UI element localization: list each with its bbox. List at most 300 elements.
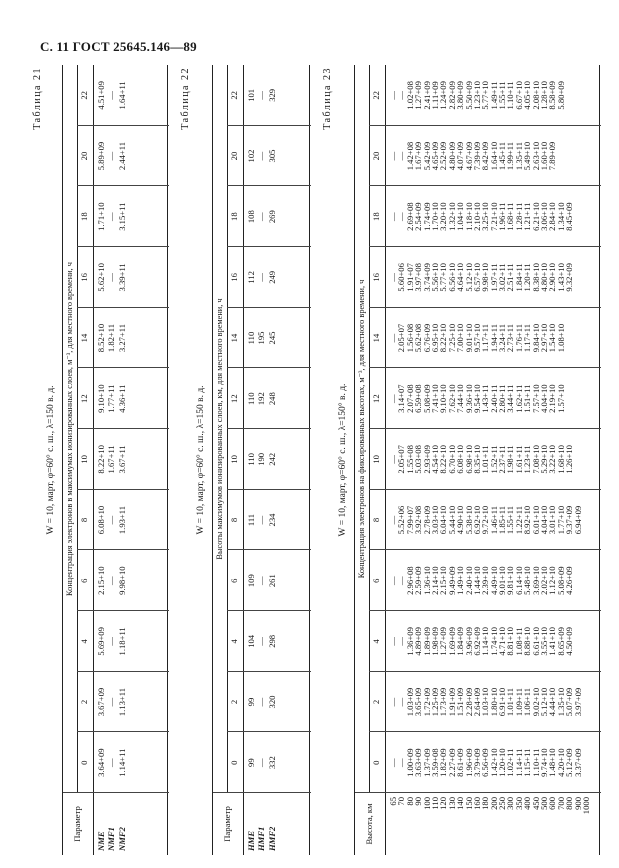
data-cell: 1.76+11: [513, 323, 524, 353]
data-cell: 3.65+09: [413, 687, 424, 717]
data-cell: 1.74+09: [421, 202, 432, 231]
data-cell: 6.94+09: [572, 505, 583, 535]
data-cell: —: [388, 576, 398, 585]
data-cell: 9.98+10: [480, 263, 491, 292]
data-cell: —: [256, 697, 267, 707]
data-cell: 6.56+09: [480, 748, 491, 777]
data-cell: 6.95+10: [429, 323, 440, 353]
data-cell: 5.77+10: [438, 263, 449, 292]
data-cell: 110: [246, 453, 256, 466]
hour-header: 2: [229, 699, 239, 705]
hour-header: 12: [229, 394, 239, 403]
data-column: [389, 368, 565, 429]
data-cell: 1.15+11: [522, 748, 533, 777]
hour-header: 8: [229, 517, 239, 523]
data-cell: 1.12+10: [547, 566, 558, 595]
data-cell: 1.57+10: [555, 384, 566, 413]
data-cell: 7.39+09: [471, 141, 482, 171]
data-cell: 1.68+10: [555, 445, 566, 474]
data-cell: 6.04+10: [438, 505, 449, 535]
data-column: [97, 490, 128, 551]
data-cell: 1.82+11: [106, 323, 117, 353]
height-value: 700: [555, 797, 566, 810]
data-column: [97, 65, 128, 126]
table-22-label: Таблица 22: [180, 67, 191, 130]
data-cell: 2.44+11: [116, 141, 127, 171]
data-cell: 5.80+09: [555, 81, 566, 110]
param-name: HMF1: [256, 826, 267, 851]
data-cell: 111: [246, 513, 256, 527]
data-cell: 3.03+10: [429, 505, 440, 535]
data-cell: —: [256, 515, 267, 525]
height-value: 350: [513, 797, 524, 810]
data-cell: 1.98+09: [429, 627, 440, 656]
data-cell: 5.42+09: [421, 141, 432, 171]
data-cell: 8.22+10: [96, 445, 106, 474]
data-cell: 3.64+09: [96, 748, 106, 777]
page-header: С. 11 ГОСТ 25645.146—89: [40, 39, 197, 54]
data-cell: 3.69+10: [530, 566, 541, 595]
data-cell: 1.23+11: [522, 445, 533, 474]
data-cell: 1.73+09: [438, 687, 449, 717]
data-cell: 6.76+09: [421, 323, 432, 353]
data-cell: 4.65+09: [429, 141, 440, 171]
data-cell: 6.91+10: [497, 687, 508, 717]
data-cell: 5.77+10: [480, 81, 491, 110]
data-cell: 1.03+09: [404, 687, 415, 717]
hour-header: 0: [79, 760, 89, 765]
data-cell: 5.69+09: [96, 627, 106, 656]
data-cell: 6.59+08: [413, 384, 424, 413]
data-cell: —: [396, 576, 407, 585]
data-cell: 1.28+10: [539, 81, 550, 110]
data-cell: 2.69+08: [404, 202, 415, 231]
height-value: 120: [438, 797, 449, 810]
data-cell: 2.64+09: [471, 687, 482, 717]
data-cell: —: [396, 758, 407, 767]
data-cell: 5.49+10: [522, 141, 533, 171]
data-cell: 2.39+10: [480, 566, 491, 595]
data-cell: 1.80+10: [488, 687, 499, 717]
data-cell: —: [396, 212, 407, 221]
data-cell: 1.99+11: [505, 141, 516, 171]
data-column: [97, 126, 128, 187]
hour-header: 10: [79, 455, 89, 464]
data-cell: 2.96+08: [404, 566, 415, 595]
data-cell: 4.71+10: [497, 627, 508, 656]
data-cell: 1.14+10: [480, 627, 491, 656]
data-cell: 1.17+11: [480, 323, 491, 353]
data-cell: 195: [256, 331, 267, 345]
data-cell: 3.63+09: [413, 748, 424, 777]
data-cell: 1.85+11: [497, 505, 508, 535]
data-cell: 1.32+10: [446, 202, 457, 231]
data-cell: —: [256, 637, 267, 646]
data-cell: 3.92+08: [413, 505, 424, 535]
height-value: 1000: [580, 797, 591, 815]
data-column: [97, 186, 128, 247]
data-cell: 9.01+10: [497, 566, 508, 595]
data-column: [389, 126, 557, 187]
hour-header: 18: [79, 212, 89, 221]
data-cell: 248: [266, 392, 277, 406]
hour-header: 14: [229, 333, 239, 343]
data-cell: 1.08+10: [555, 323, 566, 353]
hour-header: 12: [79, 394, 89, 403]
data-cell: 242: [266, 452, 277, 466]
data-cell: —: [256, 212, 267, 221]
table-23: [354, 65, 600, 855]
data-cell: 3.20+10: [438, 202, 449, 231]
header-rule: [369, 65, 370, 793]
data-cell: 5.52+06: [396, 505, 407, 535]
data-cell: 3.25+10: [480, 202, 491, 231]
data-cell: 1.52+11: [488, 445, 499, 474]
height-value: 250: [497, 797, 508, 810]
data-cell: 9.37+09: [564, 505, 575, 535]
data-cell: 1.60+10: [539, 141, 550, 171]
data-cell: —: [396, 91, 407, 100]
data-cell: 7.00+10: [455, 323, 466, 353]
data-cell: 109: [246, 574, 256, 588]
data-cell: 3.39+11: [116, 263, 127, 292]
data-cell: 7.89+09: [547, 141, 558, 171]
data-cell: 8.42+09: [480, 141, 491, 171]
data-cell: 4.36+11: [116, 384, 127, 413]
data-cell: 1.22+11: [513, 505, 524, 535]
data-cell: 8.88+10: [522, 627, 533, 656]
data-cell: —: [388, 697, 398, 707]
data-cell: 2.97+10: [539, 323, 550, 353]
param-name: NME: [96, 831, 106, 851]
hour-header: 6: [229, 578, 239, 583]
data-cell: 1.96+09: [463, 748, 474, 777]
hour-header: 10: [371, 455, 381, 464]
hour-header: 8: [79, 517, 89, 523]
data-column: [389, 429, 574, 490]
hour-header: 0: [371, 760, 381, 765]
data-cell: 8.35+10: [471, 445, 482, 474]
data-cell: 1.68+11: [505, 202, 516, 231]
data-cell: 1.24+09: [438, 81, 449, 110]
data-cell: 2.82+09: [446, 81, 457, 110]
data-cell: 1.11+09: [429, 81, 440, 110]
data-cell: 1.34+10: [555, 202, 566, 231]
data-cell: 2.27+09: [446, 748, 457, 777]
data-cell: 1.43+10: [555, 263, 566, 292]
data-cell: 2.15+10: [438, 566, 449, 595]
height-value: 150: [463, 797, 474, 810]
data-cell: 9.54+10: [471, 384, 482, 413]
data-cell: 2.78+09: [421, 505, 432, 535]
data-cell: 1.35+11: [513, 141, 524, 171]
data-cell: —: [388, 91, 398, 100]
data-cell: —: [388, 394, 398, 403]
hour-header: 20: [371, 151, 381, 161]
hour-header: 18: [371, 212, 381, 221]
data-cell: 1.64+11: [116, 81, 127, 110]
data-cell: 305: [266, 149, 277, 163]
data-cell: 1.51+11: [522, 384, 533, 413]
height-value: 110: [429, 797, 440, 810]
data-column: [389, 308, 565, 369]
data-column: [97, 550, 128, 611]
data-cell: 5.62+10: [96, 263, 106, 292]
data-cell: 8.58+09: [547, 81, 558, 110]
height-value: 140: [455, 797, 466, 810]
data-cell: 1.72+09: [421, 687, 432, 717]
data-cell: 298: [266, 634, 277, 648]
data-cell: 4.49+10: [488, 566, 499, 595]
height-value: 160: [471, 797, 482, 810]
data-column: [389, 672, 582, 733]
data-cell: 4.67+09: [463, 141, 474, 171]
data-cell: 1.74+10: [488, 627, 499, 656]
data-cell: 3.59+08: [429, 748, 440, 777]
data-cell: 6.98+10: [463, 445, 474, 474]
data-cell: 1.77+11: [106, 384, 117, 413]
data-cell: 9.02+10: [530, 687, 541, 717]
data-cell: 3.97+09: [572, 687, 583, 717]
data-cell: 1.26+10: [564, 445, 575, 474]
header-rule: [243, 65, 244, 855]
data-cell: 5.89+09: [96, 141, 106, 171]
data-cell: 261: [266, 574, 277, 588]
data-cell: 1.42+10: [488, 748, 499, 777]
data-cell: 1.23+10: [471, 81, 482, 110]
data-cell: 2.51+11: [505, 263, 516, 292]
data-column: [247, 308, 278, 369]
header-rule: [227, 65, 228, 793]
data-cell: —: [388, 758, 398, 767]
hour-header: 8: [371, 517, 381, 523]
data-cell: —: [106, 91, 117, 100]
data-cell: 7.21+10: [488, 202, 499, 231]
data-cell: 6.92+09: [471, 627, 482, 656]
data-cell: 9.74+10: [539, 748, 550, 777]
table-21: [62, 65, 168, 855]
param-labels: [97, 797, 128, 851]
data-cell: 320: [266, 695, 277, 709]
data-cell: 190: [256, 452, 267, 466]
data-cell: 8.61+09: [455, 748, 466, 777]
data-cell: 9.01+10: [463, 323, 474, 353]
span-header: Концентрация электронов на фиксированных высотах, м⁻³, для местного времени, ч: [357, 279, 366, 579]
data-cell: 4.04+10: [539, 384, 550, 413]
data-cell: 6.14+10: [513, 566, 524, 595]
data-cell: 2.15+10: [96, 566, 106, 595]
height-value: 450: [530, 797, 541, 810]
data-cell: —: [388, 151, 398, 161]
data-cell: 5.50+09: [463, 81, 474, 110]
data-cell: 9.98+10: [116, 566, 127, 595]
data-column: [389, 732, 582, 793]
data-column: [247, 368, 278, 429]
data-cell: 249: [266, 270, 277, 284]
table-21-label: Таблица 21: [32, 67, 43, 130]
hour-header: 14: [371, 333, 381, 343]
data-cell: 1.21+11: [522, 202, 533, 231]
hour-header: 2: [79, 699, 89, 705]
data-cell: 2.08+10: [530, 81, 541, 110]
data-column: [97, 611, 128, 672]
data-cell: 1.44+10: [471, 566, 482, 595]
data-cell: 4.64+10: [455, 263, 466, 292]
data-cell: 2.41+09: [421, 81, 432, 110]
data-cell: 5.62+08: [413, 323, 424, 353]
data-cell: 5.12+10: [463, 263, 474, 292]
data-cell: 8.38+10: [530, 263, 541, 292]
data-cell: 8.81+10: [505, 627, 516, 656]
data-cell: 5.48+10: [522, 566, 533, 595]
data-cell: 1.06+11: [522, 687, 533, 717]
header-rule: [93, 65, 94, 855]
hour-header: 2: [371, 699, 381, 705]
data-cell: 3.14+07: [396, 384, 407, 413]
height-value: 100: [421, 797, 432, 810]
data-column: [247, 65, 278, 126]
data-cell: 2.40+10: [463, 566, 474, 595]
data-cell: 7.44+10: [455, 384, 466, 413]
data-cell: 2.10+10: [471, 202, 482, 231]
hour-header: 6: [371, 578, 381, 583]
data-cell: —: [256, 273, 267, 282]
data-cell: 1.08+11: [513, 627, 524, 656]
data-cell: 99: [246, 697, 256, 707]
data-cell: 2.40+11: [488, 384, 499, 413]
table-22: [212, 65, 310, 855]
height-value: 70: [396, 797, 407, 806]
data-cell: 1.84+11: [513, 263, 524, 292]
data-cell: 4.80+10: [539, 263, 550, 292]
data-cell: 5.29+10: [539, 445, 550, 474]
data-cell: 8.22+10: [438, 323, 449, 353]
height-value: 80: [404, 797, 415, 806]
data-cell: 4.54+10: [429, 445, 440, 474]
data-cell: 112: [246, 271, 256, 284]
data-cell: —: [106, 637, 117, 646]
data-cell: 3.55+10: [539, 627, 550, 656]
data-cell: 4.89+09: [413, 627, 424, 656]
data-cell: 9.81+10: [505, 566, 516, 595]
data-cell: 8.45+09: [564, 202, 575, 231]
data-cell: 7.08+10: [530, 445, 541, 474]
data-cell: 4.05+10: [522, 81, 533, 110]
data-cell: 234: [266, 513, 277, 527]
data-cell: 1.20+10: [497, 748, 508, 777]
data-cell: 5.07+09: [564, 687, 575, 717]
data-cell: 7.41+10: [429, 384, 440, 413]
data-cell: 1.10+11: [530, 748, 541, 777]
data-cell: 5.44+10: [446, 505, 457, 535]
data-cell: 2.14+10: [429, 566, 440, 595]
data-cell: 1.77+10: [555, 505, 566, 535]
data-cell: —: [106, 758, 117, 767]
data-cell: 2.90+10: [547, 263, 558, 292]
data-cell: 2.19+10: [547, 384, 558, 413]
height-value: 65: [388, 797, 398, 806]
hour-header: 18: [229, 212, 239, 221]
data-cell: 9.49+09: [446, 566, 457, 595]
height-labels: [389, 797, 590, 851]
span-header: Концентрация электронов в максимумах ионизированных слоев, м⁻³, для местного времени, ч: [65, 262, 74, 596]
hour-header: 20: [79, 151, 89, 161]
data-column: [247, 126, 278, 187]
data-cell: 2.05+07: [396, 323, 407, 353]
data-cell: 1.02+11: [505, 748, 516, 777]
data-cell: 5.03+08: [413, 445, 424, 474]
data-cell: 6.61+10: [530, 627, 541, 656]
data-cell: 1.09+11: [513, 687, 524, 717]
hour-header: 4: [79, 639, 89, 644]
data-cell: 5.08+09: [421, 384, 432, 413]
data-cell: 108: [246, 210, 256, 224]
height-value: 500: [539, 797, 550, 810]
data-column: [389, 611, 574, 672]
data-column: [97, 247, 128, 308]
data-cell: 3.67+11: [116, 445, 127, 474]
data-cell: 1.13+11: [116, 687, 127, 717]
data-cell: 1.43+11: [480, 384, 491, 413]
param-name: HME: [246, 830, 256, 851]
data-cell: 1.61+11: [513, 445, 524, 474]
data-cell: 2.93+09: [421, 445, 432, 474]
data-cell: 6.92+10: [471, 505, 482, 535]
param-header: Параметр: [222, 806, 232, 842]
hour-header: 16: [371, 273, 381, 282]
data-cell: 1.18+11: [116, 627, 127, 656]
data-column: [247, 611, 278, 672]
data-cell: 1.20+11: [522, 263, 533, 292]
rotated-page: [30, 65, 600, 855]
data-cell: 1.27+09: [438, 627, 449, 656]
hour-header: 22: [371, 91, 381, 100]
data-cell: —: [396, 637, 407, 646]
data-cell: 5.38+10: [463, 505, 474, 535]
data-column: [389, 550, 574, 611]
hour-header: 0: [229, 760, 239, 765]
param-name: NMF2: [116, 827, 127, 851]
height-value: 400: [522, 797, 533, 810]
data-cell: 1.89+09: [421, 627, 432, 656]
data-cell: 4.07+09: [455, 141, 466, 171]
height-value: 200: [488, 797, 499, 810]
data-cell: 6.08+10: [455, 445, 466, 474]
data-cell: 1.84+09: [455, 627, 466, 656]
data-cell: 99: [246, 758, 256, 767]
data-cell: 9.36+10: [463, 384, 474, 413]
data-cell: 1.67+09: [413, 141, 424, 171]
data-cell: 8.92+10: [522, 505, 533, 535]
data-cell: —: [106, 576, 117, 585]
data-cell: 9.72+10: [480, 505, 491, 535]
data-cell: 101: [246, 88, 256, 102]
data-column: [97, 672, 128, 733]
data-cell: 2.73+11: [505, 323, 516, 353]
data-cell: —: [388, 455, 398, 464]
data-cell: —: [106, 515, 117, 525]
data-cell: 2.52+09: [438, 141, 449, 171]
data-column: [389, 490, 582, 551]
data-cell: 5.56+10: [429, 263, 440, 292]
data-cell: —: [106, 697, 117, 707]
data-cell: 7.57+10: [530, 384, 541, 413]
data-cell: 1.46+11: [488, 505, 499, 535]
data-cell: 1.03+10: [480, 687, 491, 717]
data-cell: 1.37+09: [421, 748, 432, 777]
data-cell: 1.51+09: [455, 687, 466, 717]
hour-header: 22: [229, 91, 239, 100]
